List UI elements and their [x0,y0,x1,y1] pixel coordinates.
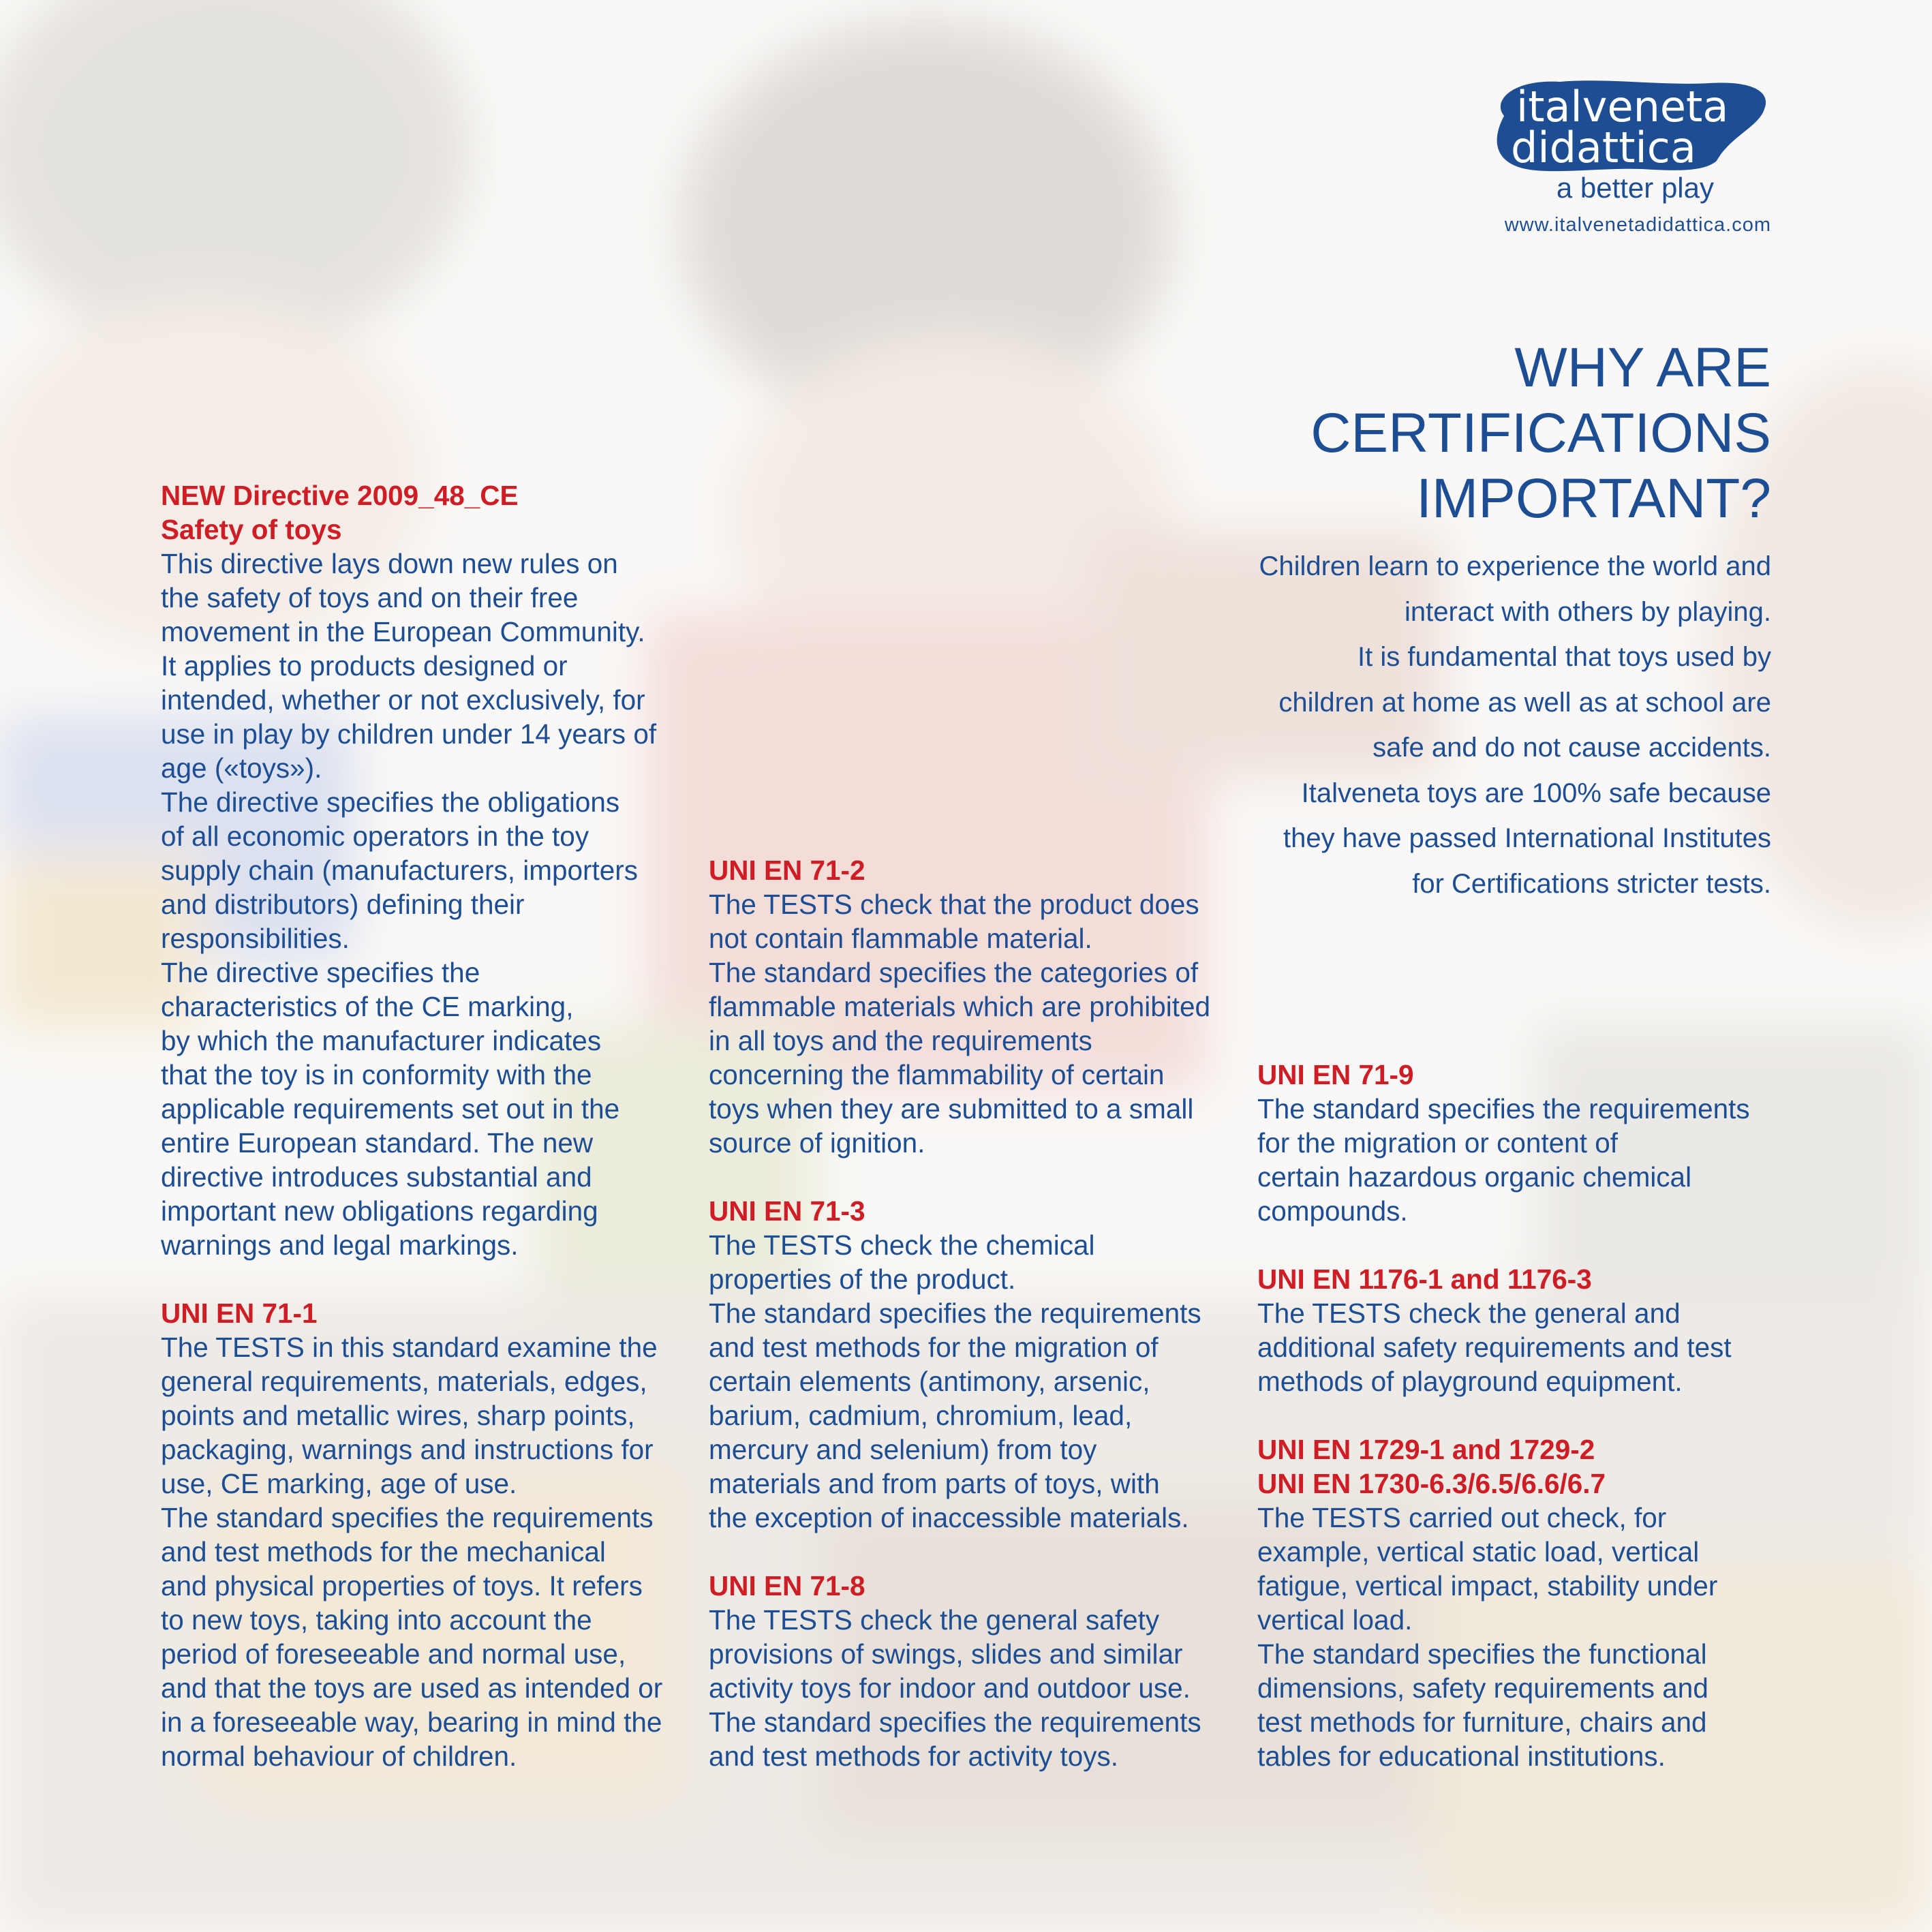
text-line: to new toys, taking into account the [161,1604,592,1636]
title-line: WHY ARE [1514,337,1771,399]
section-heading: UNI EN 71-1 [161,1298,318,1329]
text-line: use in play by children under 14 years of [161,718,657,750]
brand-name-line1: italveneta [1516,82,1729,132]
section-heading: UNI EN 71-2 [709,855,865,886]
text-line: in a foreseeable way, bearing in mind the [161,1706,662,1738]
brand-logo [1485,74,1771,236]
text-line: barium, cadmium, chromium, lead, [709,1400,1133,1431]
text-line: of all economic operators in the toy [161,821,589,852]
text-line: The standard specifies the requirements [709,1706,1201,1738]
section-heading: NEW Directive 2009_48_CE [161,480,519,511]
text-line: applicable requirements set out in the [161,1093,620,1124]
text-line: tables for educational institutions. [1257,1741,1666,1772]
text-line: The TESTS check the general safety [709,1604,1160,1636]
text-line: not contain flammable material. [709,923,1092,954]
text-line: for the migration or content of [1257,1127,1619,1159]
text-line: It applies to products designed or [161,650,568,681]
text-line: in all toys and the requirements [709,1025,1092,1056]
section-uni-en-71-3 [709,1194,1240,1535]
text-line: supply chain (manufacturers, importers [161,855,639,886]
text-line: provisions of swings, slides and similar [709,1638,1183,1670]
section-heading: UNI EN 71-8 [709,1570,865,1601]
intro-line: It is fundamental that toys used by [1357,642,1771,672]
text-line: additional safety requirements and test [1257,1332,1732,1363]
text-line: movement in the European Community. [161,616,645,647]
text-line: The standard specifies the requirements [1257,1093,1750,1124]
text-line: concerning the flammability of certain [709,1059,1165,1090]
column-left [161,478,692,1773]
text-line: The TESTS carried out check, for [1257,1502,1667,1533]
intro-paragraph [1199,544,1771,906]
text-line: warnings and legal markings. [161,1229,519,1261]
text-line: The TESTS check the general and [1257,1298,1681,1329]
intro-line: interact with others by playing. [1404,596,1771,627]
text-line: toys when they are submitted to a small [709,1093,1194,1124]
section-heading: UNI EN 71-9 [1257,1059,1414,1090]
title-line: CERTIFICATIONS [1310,402,1771,464]
text-line: fatigue, vertical impact, stability under [1257,1570,1718,1601]
section-uni-en-71-1 [161,1296,692,1773]
section-directive-2009-48-ce [161,478,692,1262]
intro-line: safe and do not cause accidents. [1373,733,1771,763]
section-uni-en-71-8 [709,1569,1240,1773]
text-line: period of foreseeable and normal use, [161,1638,626,1670]
text-line: The standard specifies the requirements [161,1502,654,1533]
section-heading: UNI EN 1730-6.3/6.5/6.6/6.7 [1257,1468,1606,1499]
section-heading: UNI EN 1729-1 and 1729-2 [1257,1434,1595,1465]
text-line: the exception of inaccessible materials. [709,1502,1189,1533]
text-line: entire European standard. The new [161,1127,594,1159]
intro-line: Italveneta toys are 100% safe because [1301,778,1771,808]
text-line: The TESTS in this standard examine the [161,1332,658,1363]
text-line: by which the manufacturer indicates [161,1025,602,1056]
text-line: example, vertical static load, vertical [1257,1536,1700,1567]
section-uni-en-71-9 [1257,1058,1789,1228]
text-line: and physical properties of toys. It refers [161,1570,643,1601]
text-line: general requirements, materials, edges, [161,1366,647,1397]
text-line: The standard specifies the requirements [709,1298,1201,1329]
text-line: age («toys»). [161,752,322,784]
text-line: responsibilities. [161,923,350,954]
text-line: The TESTS check that the product does [709,889,1199,920]
text-line: compounds. [1257,1195,1408,1227]
intro-line: children at home as well as at school are [1278,687,1771,718]
section-heading: UNI EN 1176-1 and 1176-3 [1257,1263,1592,1295]
section-uni-en-71-2 [709,853,1240,1160]
text-line: certain hazardous organic chemical [1257,1161,1692,1193]
section-subheading: Safety of toys [161,514,342,545]
text-line: The directive specifies the obligations [161,786,620,818]
text-line: The standard specifies the functional [1257,1638,1707,1670]
text-line: source of ignition. [709,1127,925,1159]
column-middle [709,853,1240,1773]
italveneta-logo-mark [1485,74,1771,176]
section-uni-en-1729-1730 [1257,1432,1789,1773]
text-line: certain elements (antimony, arsenic, [709,1366,1150,1397]
title-line: IMPORTANT? [1416,467,1771,530]
text-line: mercury and selenium) from toy [709,1434,1097,1465]
text-line: and that the toys are used as intended or [161,1672,663,1704]
text-line: and test methods for the migration of [709,1332,1159,1363]
text-line: that the toy is in conformity with the [161,1059,592,1090]
text-line: and test methods for the mechanical [161,1536,606,1567]
text-line: vertical load. [1257,1604,1413,1636]
text-line: This directive lays down new rules on [161,548,618,579]
text-line: properties of the product. [709,1263,1016,1295]
brand-name-line2: didattica [1511,123,1696,172]
text-line: methods of playground equipment. [1257,1366,1683,1397]
text-line: use, CE marking, age of use. [161,1468,517,1499]
section-heading: UNI EN 71-3 [709,1195,865,1227]
text-line: intended, whether or not exclusively, for [161,684,645,716]
page-title [1158,335,1771,532]
intro-line: Children learn to experience the world and [1259,551,1771,581]
text-line: The standard specifies the categories of [709,957,1199,988]
text-line: points and metallic wires, sharp points, [161,1400,635,1431]
text-line: packaging, warnings and instructions for [161,1434,654,1465]
brand-website: www.italvenetadidattica.com [1504,214,1771,236]
text-line: materials and from parts of toys, with [709,1468,1160,1499]
text-line: important new obligations regarding [161,1195,598,1227]
intro-line: for Certifications stricter tests. [1412,868,1771,899]
text-line: dimensions, safety requirements and [1257,1672,1708,1704]
text-line: and test methods for activity toys. [709,1741,1119,1772]
text-line: the safety of toys and on their free [161,582,579,613]
text-line: and distributors) defining their [161,889,525,920]
text-line: directive introduces substantial and [161,1161,592,1193]
brand-tagline: a better play [1556,172,1714,204]
text-line: flammable materials which are prohibited [709,991,1211,1022]
section-uni-en-1176 [1257,1262,1789,1398]
column-right [1257,1058,1789,1773]
text-line: The TESTS check the chemical [709,1229,1095,1261]
text-line: test methods for furniture, chairs and [1257,1706,1707,1738]
text-line: characteristics of the CE marking, [161,991,574,1022]
text-line: The directive specifies the [161,957,480,988]
intro-line: they have passed International Institutes [1283,823,1771,853]
text-line: activity toys for indoor and outdoor use. [709,1672,1191,1704]
text-line: normal behaviour of children. [161,1741,517,1772]
